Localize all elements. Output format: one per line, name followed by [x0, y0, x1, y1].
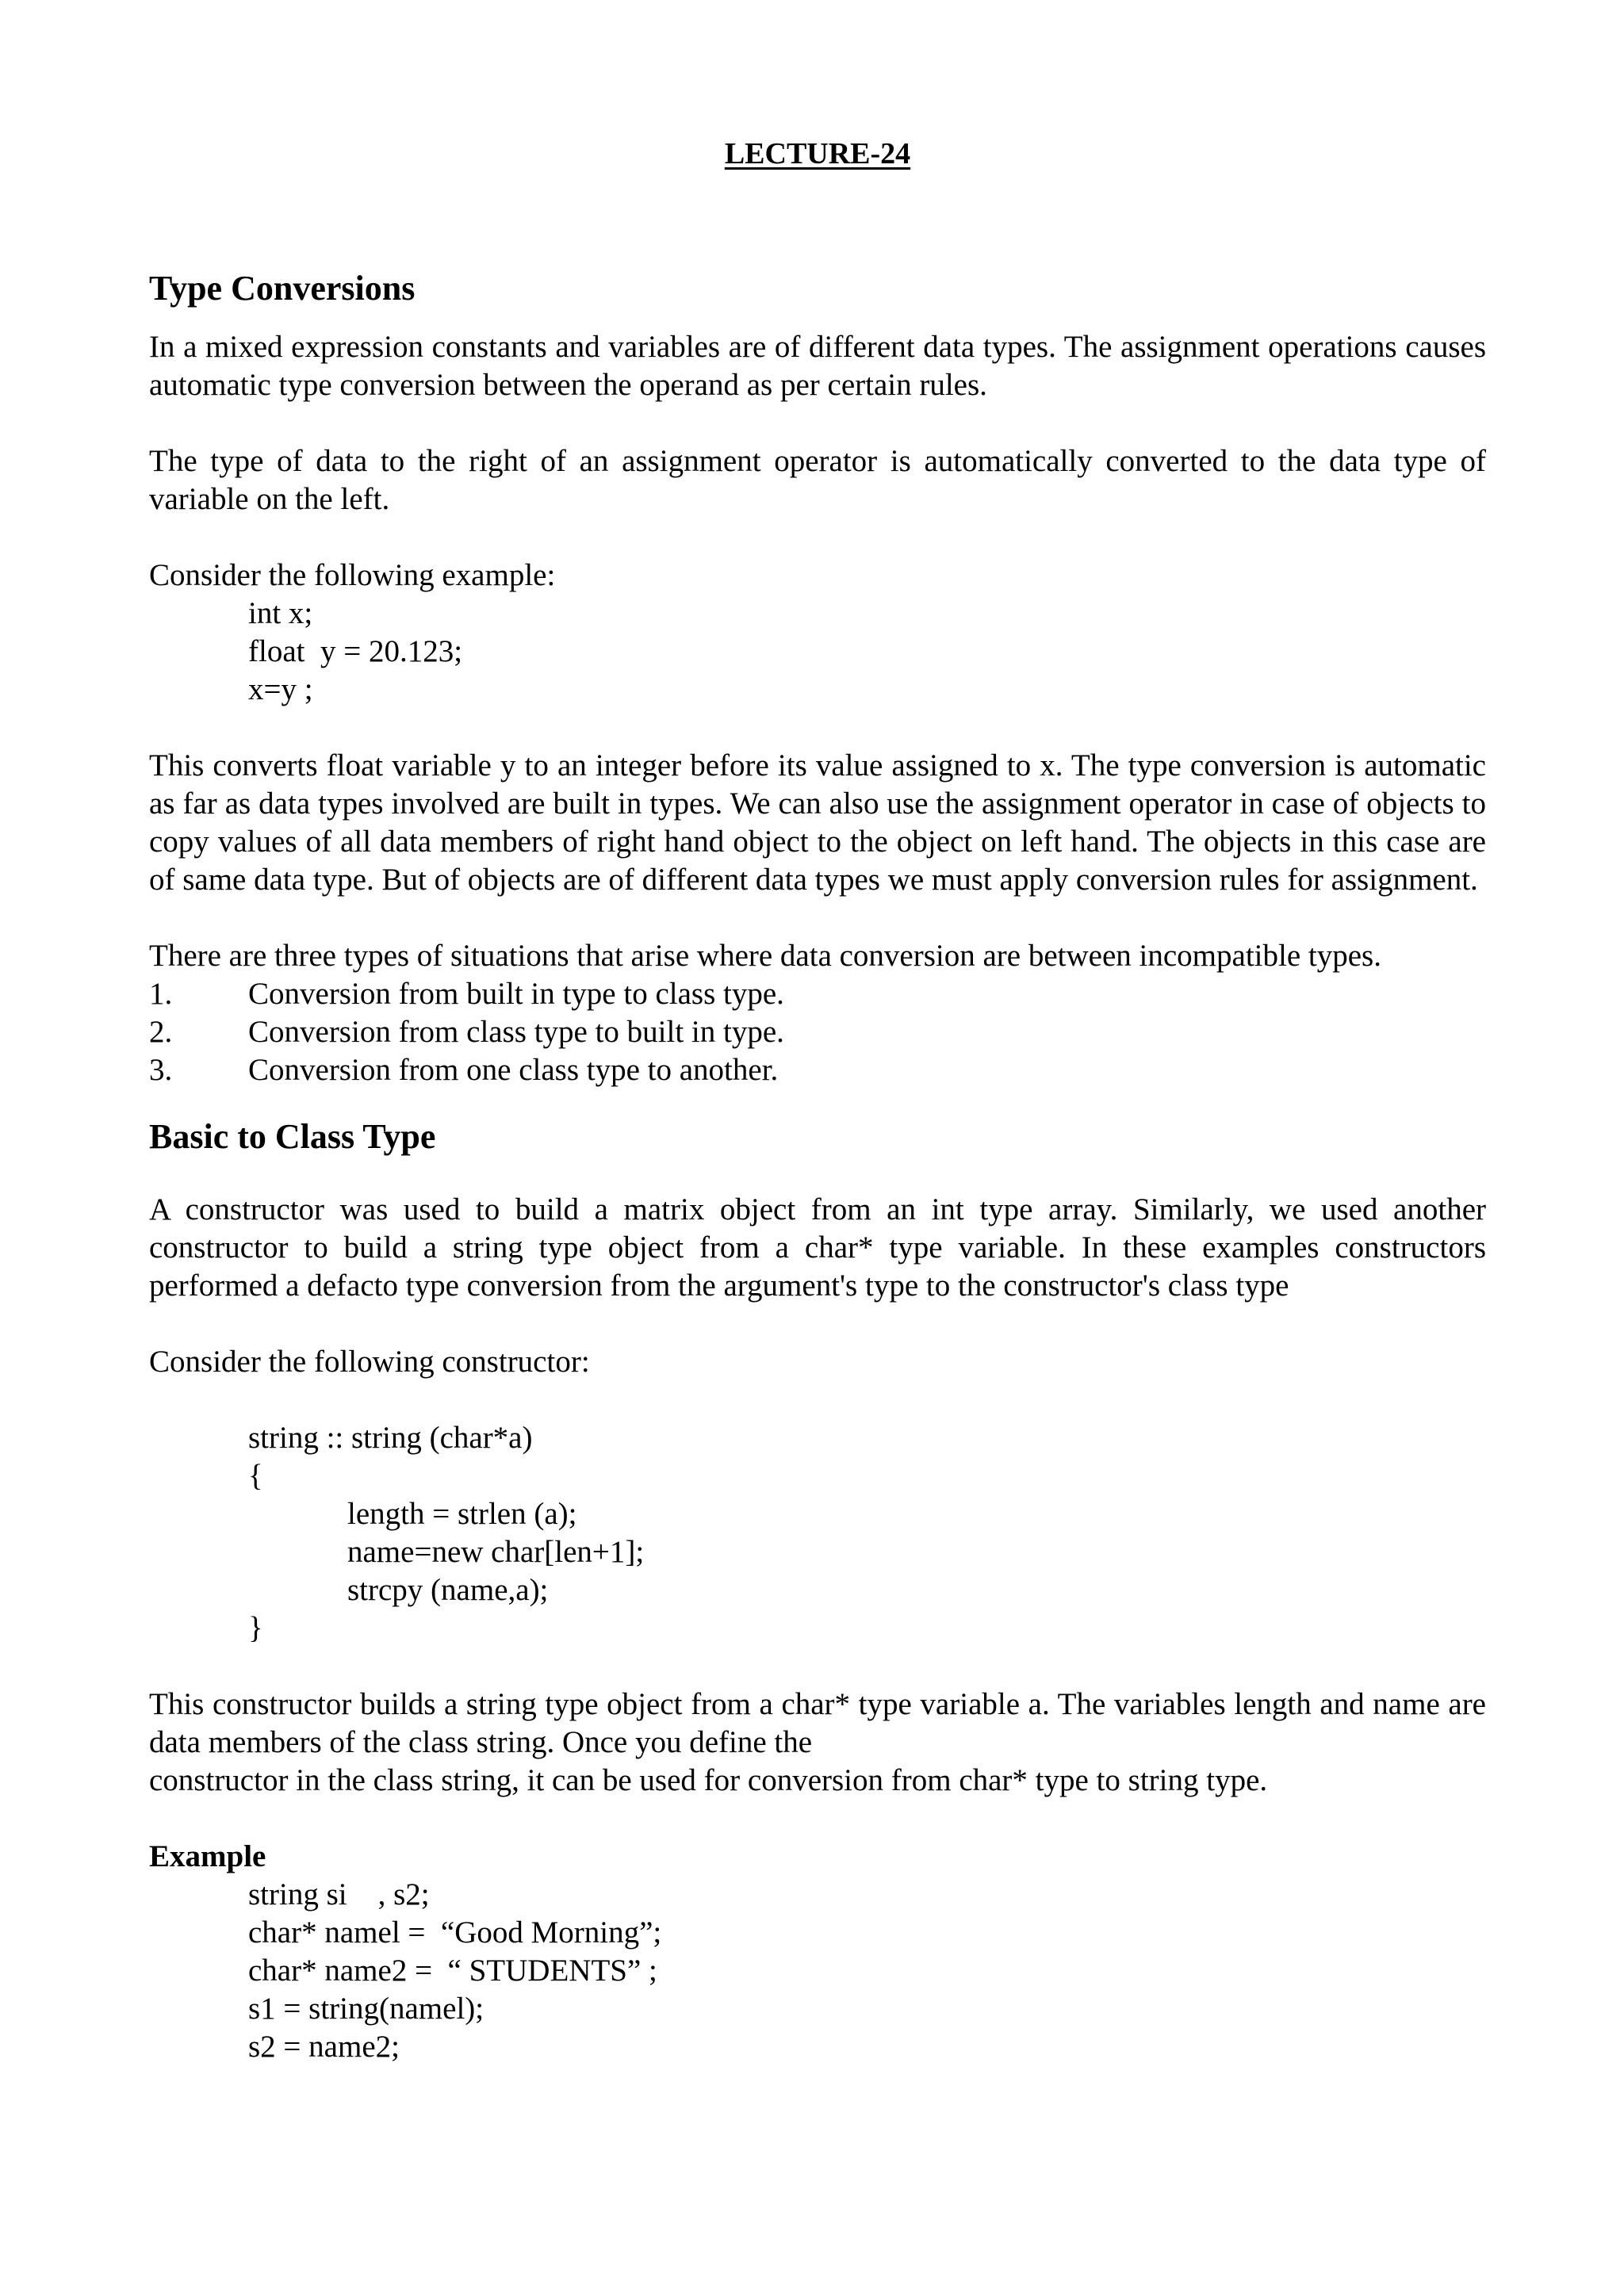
numbered-list — [149, 975, 1486, 1089]
section-heading-basic-to-class: Basic to Class Type — [149, 1117, 436, 1156]
paragraph: This converts float variable y to an integer before its value assigned to x. The type conversion is automatic as far as data types involved are built in types. We can also use the assignment operator in case of objects to copy values of all data members of right hand object to the object on left hand. The objects in this case are of same data type. But of objects are of different data types we must apply conversion rules for assignment. — [149, 748, 1486, 897]
code-brace: } — [248, 1611, 263, 1645]
paragraph: A constructor was used to build a matrix object from an int type array. Similarly, we used another constructor to build a string type object from a char* type variable. In these examples constructors performed a defacto type conversion from the argument's type to the constructor's class type — [149, 1192, 1486, 1303]
paragraph: constructor in the class string, it can be used for conversion from char* type to string type. — [149, 1763, 1268, 1797]
section-heading-type-conversions: Type Conversions — [149, 269, 416, 308]
list-item — [149, 975, 1486, 1013]
constructor-intro: Consider the following constructor: — [149, 1345, 590, 1379]
list-item — [149, 1013, 1486, 1051]
code-line: char* name2 = “ STUDENTS” ; — [248, 1954, 657, 1988]
code-line: length = strlen (a); — [347, 1497, 577, 1531]
code-brace: { — [248, 1459, 263, 1493]
code-line: strcpy (name,a); — [347, 1573, 549, 1607]
list-number: 1. — [149, 977, 173, 1011]
code-line: string si , s2; — [248, 1877, 430, 1911]
code-line: int x; — [248, 596, 313, 630]
code-block — [149, 595, 1486, 709]
code-line: s2 = name2; — [248, 2030, 400, 2064]
code-line: float y = 20.123; — [248, 634, 463, 668]
code-line: s1 = string(namel); — [248, 1992, 485, 2026]
list-number: 3. — [149, 1053, 173, 1087]
example-code-block — [149, 1876, 1486, 2066]
list-number: 2. — [149, 1015, 173, 1049]
lecture-title: LECTURE-24 — [724, 137, 911, 170]
example-label: Example — [149, 1839, 266, 1873]
constructor-code-block — [149, 1419, 1486, 1495]
code-line: name=new char[len+1]; — [347, 1535, 645, 1569]
paragraph: In a mixed expression constants and variables are of different data types. The assignment operations causes automatic type conversion between the operand as per certain rules. — [149, 330, 1486, 402]
list-text: Conversion from built in type to class type. — [248, 977, 784, 1011]
paragraph: The type of data to the right of an assignment operator is automatically converted to the data type of variable on the left. — [149, 444, 1486, 516]
constructor-code-body — [149, 1495, 1486, 1609]
document-page — [149, 135, 1486, 2066]
paragraph: This constructor builds a string type object from a char* type variable a. The variables length and name are data members of the class string. Once you define the — [149, 1687, 1486, 1759]
code-line: string :: string (char*a) — [248, 1421, 533, 1455]
code-line: x=y ; — [248, 672, 313, 706]
paragraph: There are three types of situations that arise where data conversion are between incompatible types. — [149, 939, 1381, 973]
list-item — [149, 1051, 1486, 1089]
list-text: Conversion from one class type to another. — [248, 1053, 779, 1087]
constructor-code-end — [149, 1609, 1486, 1647]
code-line: char* namel = “Good Morning”; — [248, 1915, 662, 1950]
example-intro: Consider the following example: — [149, 558, 556, 592]
list-text: Conversion from class type to built in type. — [248, 1015, 784, 1049]
